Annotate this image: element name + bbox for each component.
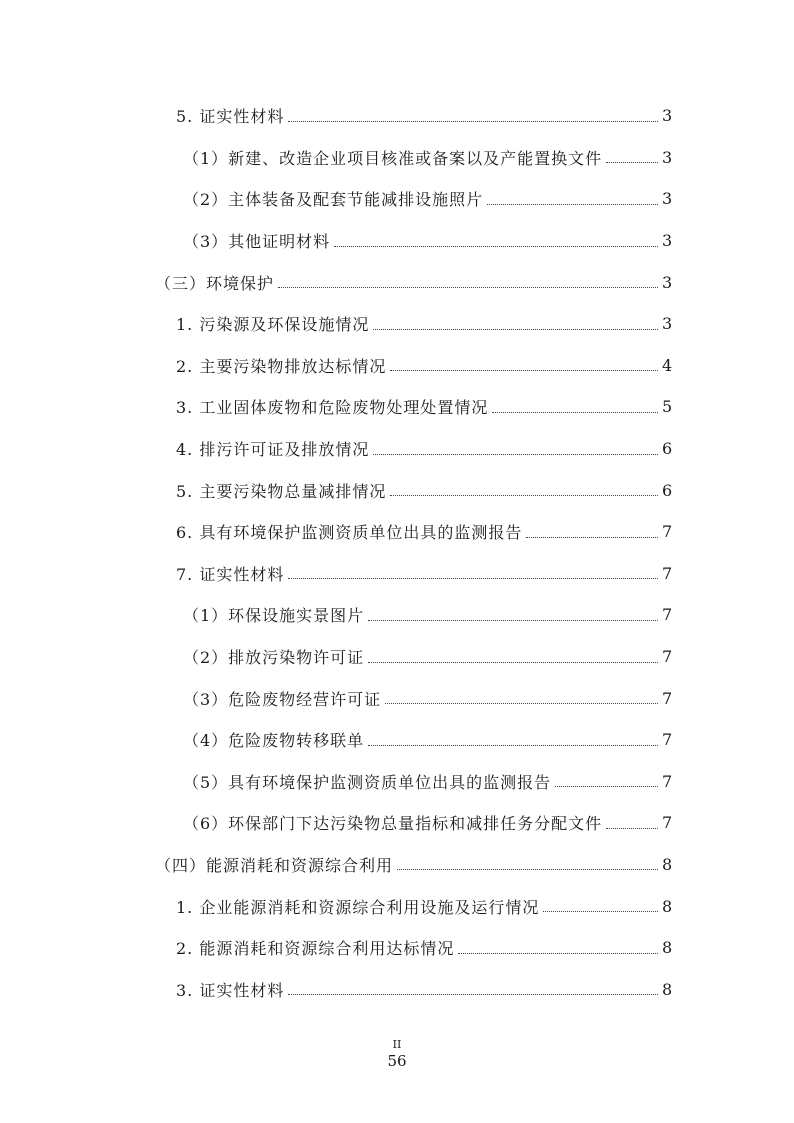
- toc-entry[interactable]: [0, 386, 794, 428]
- toc-entry[interactable]: [0, 719, 794, 761]
- toc-leader-dots: [606, 161, 658, 163]
- toc-entry-page: 3: [662, 147, 674, 167]
- toc-entry[interactable]: [0, 802, 794, 844]
- toc-entry-label: 3. 工业固体废物和危险废物处理处置情况: [176, 395, 490, 418]
- toc-entry-label: 5. 主要污染物总量减排情况: [176, 479, 388, 502]
- toc-entry[interactable]: [0, 927, 794, 969]
- toc-entry-label: 2. 主要污染物排放达标情况: [176, 354, 388, 377]
- toc-leader-dots: [555, 785, 658, 787]
- toc-entry-label: （1）环保设施实景图片: [183, 603, 366, 626]
- toc-entry-page: 4: [662, 355, 674, 375]
- toc-leader-dots: [390, 494, 658, 496]
- toc-leader-dots: [385, 702, 658, 704]
- toc-entry-label: （4）危险废物转移联单: [183, 728, 366, 751]
- page-number: 56: [387, 1052, 407, 1070]
- toc-entry[interactable]: [0, 220, 794, 262]
- toc-entry-page: 7: [662, 771, 674, 791]
- toc-leader-dots: [606, 827, 658, 829]
- toc-entry-page: 5: [662, 397, 674, 417]
- toc-entry-label: 1. 企业能源消耗和资源综合利用设施及运行情况: [176, 895, 541, 918]
- toc-entry[interactable]: [0, 968, 794, 1010]
- toc-entry[interactable]: [0, 261, 794, 303]
- toc-entry[interactable]: [0, 469, 794, 511]
- toc-entry[interactable]: [0, 345, 794, 387]
- toc-entry[interactable]: [0, 428, 794, 470]
- toc-entry-label: 5. 证实性材料: [176, 104, 286, 127]
- toc-leader-dots: [288, 120, 658, 122]
- toc-entry-page: 8: [662, 854, 674, 874]
- roman-page-marker: II: [392, 1038, 402, 1051]
- toc-entry-label: （5）具有环境保护监测资质单位出具的监测报告: [183, 770, 553, 793]
- toc-entry-label: （三）环境保护: [155, 271, 276, 294]
- toc-leader-dots: [368, 619, 658, 621]
- toc-entry-label: 2. 能源消耗和资源综合利用达标情况: [176, 936, 456, 959]
- toc-entry-label: （2）主体装备及配套节能减排设施照片: [183, 187, 485, 210]
- toc-entry[interactable]: [0, 178, 794, 220]
- toc-leader-dots: [278, 286, 658, 288]
- toc-leader-dots: [373, 453, 658, 455]
- toc-entry-label: （2）排放污染物许可证: [183, 645, 366, 668]
- toc-entry[interactable]: [0, 677, 794, 719]
- toc-entry[interactable]: [0, 95, 794, 137]
- toc-leader-dots: [487, 203, 658, 205]
- toc-entry-page: 6: [662, 480, 674, 500]
- toc-entry-label: 3. 证实性材料: [176, 978, 286, 1001]
- toc-leader-dots: [334, 245, 658, 247]
- toc-leader-dots: [526, 536, 658, 538]
- toc-entry-page: 7: [662, 813, 674, 833]
- toc-entry-page: 3: [662, 106, 674, 126]
- toc-leader-dots: [373, 328, 658, 330]
- table-of-contents: [0, 95, 794, 1010]
- toc-entry-page: 8: [662, 938, 674, 958]
- toc-entry[interactable]: [0, 303, 794, 345]
- toc-entry[interactable]: [0, 511, 794, 553]
- toc-entry-page: 3: [662, 231, 674, 251]
- toc-entry-label: （1）新建、改造企业项目核准或备案以及产能置换文件: [183, 146, 604, 169]
- toc-leader-dots: [288, 993, 658, 995]
- toc-entry[interactable]: [0, 885, 794, 927]
- toc-entry[interactable]: [0, 553, 794, 595]
- toc-entry-page: 7: [662, 522, 674, 542]
- toc-leader-dots: [390, 369, 658, 371]
- toc-entry-label: 6. 具有环境保护监测资质单位出具的监测报告: [176, 520, 524, 543]
- toc-entry-page: 7: [662, 605, 674, 625]
- toc-entry-page: 8: [662, 896, 674, 916]
- toc-leader-dots: [368, 661, 658, 663]
- toc-leader-dots: [368, 744, 658, 746]
- toc-entry[interactable]: [0, 844, 794, 886]
- toc-entry-page: 7: [662, 730, 674, 750]
- toc-entry-label: 1. 污染源及环保设施情况: [176, 312, 371, 335]
- toc-entry-page: 7: [662, 688, 674, 708]
- toc-entry-label: （3）其他证明材料: [183, 229, 332, 252]
- toc-entry[interactable]: [0, 761, 794, 803]
- toc-entry-page: 8: [662, 979, 674, 999]
- toc-entry-label: （四）能源消耗和资源综合利用: [155, 853, 395, 876]
- toc-leader-dots: [458, 952, 658, 954]
- toc-entry[interactable]: [0, 137, 794, 179]
- toc-entry-label: （3）危险废物经营许可证: [183, 687, 383, 710]
- toc-entry[interactable]: [0, 636, 794, 678]
- toc-entry-page: 7: [662, 563, 674, 583]
- toc-leader-dots: [397, 868, 658, 870]
- toc-entry-page: 6: [662, 439, 674, 459]
- toc-entry-label: 4. 排污许可证及排放情况: [176, 437, 371, 460]
- toc-entry-page: 7: [662, 647, 674, 667]
- toc-leader-dots: [492, 411, 658, 413]
- toc-leader-dots: [543, 910, 658, 912]
- toc-entry-label: 7. 证实性材料: [176, 562, 286, 585]
- toc-entry-page: 3: [662, 189, 674, 209]
- toc-entry-label: （6）环保部门下达污染物总量指标和减排任务分配文件: [183, 811, 604, 834]
- toc-leader-dots: [288, 577, 658, 579]
- toc-entry-page: 3: [662, 272, 674, 292]
- toc-entry-page: 3: [662, 314, 674, 334]
- toc-entry[interactable]: [0, 594, 794, 636]
